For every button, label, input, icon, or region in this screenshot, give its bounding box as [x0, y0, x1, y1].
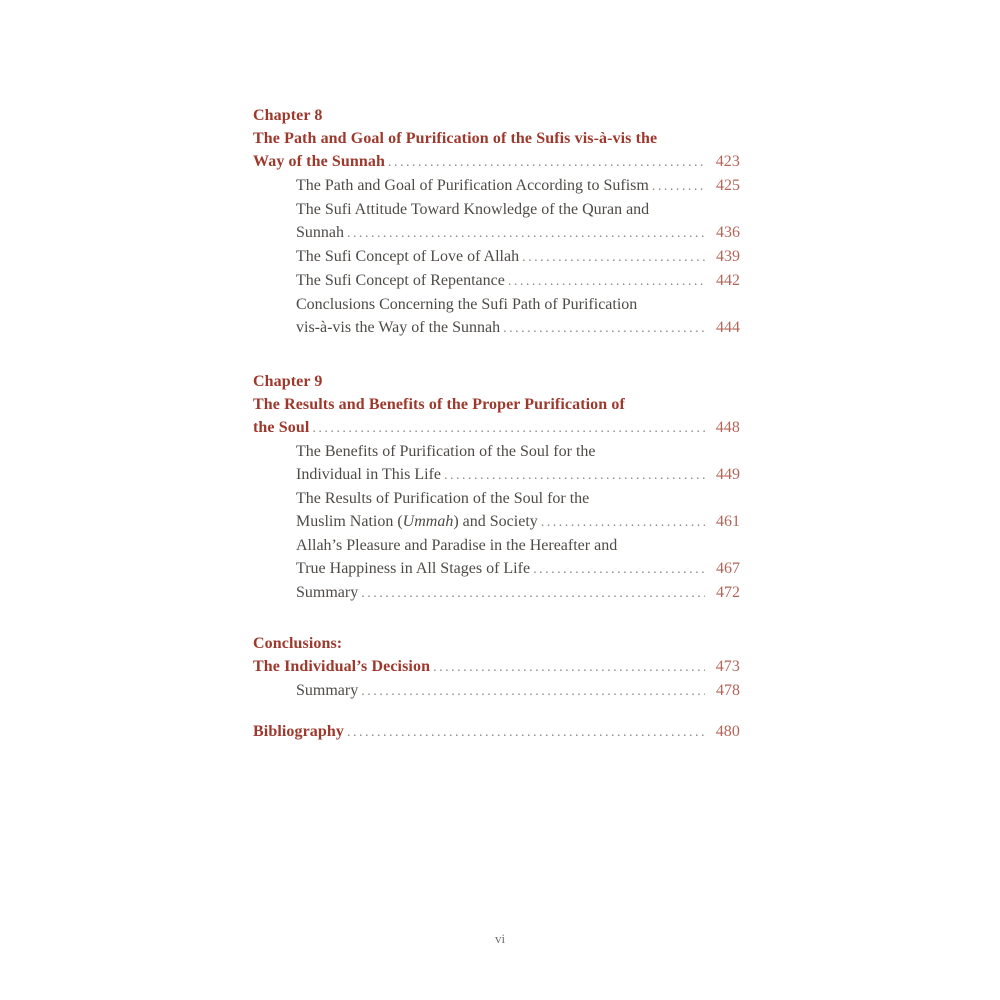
- toc-line: [253, 416, 740, 440]
- page-number: 444: [716, 319, 740, 336]
- toc-line-text: Conclusions Concerning the Sufi Path of Purification: [296, 296, 638, 313]
- page-number: 461: [716, 513, 740, 530]
- page-number: 478: [716, 682, 740, 699]
- toc-line: [253, 510, 740, 534]
- toc-line: [253, 440, 740, 463]
- leader-dots: [503, 316, 705, 340]
- toc-line-text: The Sufi Concept of Love of Allah: [296, 248, 520, 265]
- page-number: 472: [716, 584, 740, 601]
- leader-dots: [508, 269, 705, 293]
- page-number: 423: [715, 153, 740, 170]
- toc-line-text: Allah’s Pleasure and Paradise in the Hereafter and: [296, 537, 618, 554]
- page-number: 436: [716, 224, 740, 241]
- leader-dots: [433, 655, 705, 679]
- toc-line: [253, 679, 740, 703]
- toc-line: [253, 557, 740, 581]
- toc-line-text: the Soul: [253, 419, 310, 436]
- toc-line: [253, 104, 740, 127]
- toc-section-bibliography: [253, 720, 740, 744]
- toc-line-text: The Path and Goal of Purification of the Sufis vis-à-vis the: [253, 130, 658, 147]
- toc-line: [253, 463, 740, 487]
- table-of-contents: [253, 104, 740, 744]
- leader-dots: [522, 245, 705, 269]
- leader-dots: [541, 510, 705, 534]
- page-number: 439: [716, 248, 740, 265]
- toc-line-text: The Path and Goal of Purification According to Sufism: [296, 177, 649, 194]
- toc-line: [253, 632, 740, 655]
- toc-line-text: True Happiness in All Stages of Life: [296, 560, 531, 577]
- toc-line-text: Sunnah: [296, 224, 344, 241]
- leader-dots: [361, 679, 705, 703]
- toc-line: [253, 370, 740, 393]
- toc-line: [253, 269, 740, 293]
- toc-line-text: The Results and Benefits of the Proper Purification of: [253, 396, 625, 413]
- leader-dots: [347, 221, 705, 245]
- toc-section-chapter-8: [253, 104, 740, 340]
- toc-line-text: Summary: [296, 682, 359, 699]
- page-number: 480: [715, 723, 740, 740]
- toc-line-text: The Results of Purification of the Soul for the: [296, 490, 590, 507]
- toc-line: [253, 150, 740, 174]
- page-number: 448: [715, 419, 740, 436]
- toc-line: [253, 581, 740, 605]
- toc-line-text: Conclusions:: [253, 635, 343, 652]
- toc-line: [253, 720, 740, 744]
- leader-dots: [388, 150, 705, 174]
- toc-line-text: The Sufi Concept of Repentance: [296, 272, 505, 289]
- leader-dots: [652, 174, 705, 198]
- folio-page-number: vi: [494, 931, 506, 946]
- toc-line-text: vis-à-vis the Way of the Sunnah: [296, 319, 501, 336]
- toc-line-text: The Individual’s Decision: [253, 658, 431, 675]
- toc-line-text: Summary: [296, 584, 359, 601]
- page-number: 473: [715, 658, 740, 675]
- toc-section-chapter-9: [253, 370, 740, 605]
- leader-dots: [533, 557, 705, 581]
- page-number: 425: [716, 177, 740, 194]
- toc-line: [253, 534, 740, 557]
- leader-dots: [312, 416, 705, 440]
- toc-line: [253, 487, 740, 510]
- page-number: 442: [716, 272, 740, 289]
- toc-line: [253, 293, 740, 316]
- toc-line-text: Chapter 9: [253, 373, 323, 390]
- toc-line: [253, 127, 740, 150]
- page-number: 449: [716, 466, 740, 483]
- toc-line: [253, 174, 740, 198]
- toc-line: [253, 655, 740, 679]
- toc-line-text: Chapter 8: [253, 107, 323, 124]
- toc-line: [253, 198, 740, 221]
- toc-section-conclusions: [253, 632, 740, 703]
- page-number: 467: [716, 560, 740, 577]
- toc-line: [253, 393, 740, 416]
- toc-line: [253, 221, 740, 245]
- toc-line-text: Bibliography: [253, 723, 345, 740]
- toc-line-text: The Benefits of Purification of the Soul for the: [296, 443, 596, 460]
- leader-dots: [347, 720, 705, 744]
- leader-dots: [444, 463, 705, 487]
- toc-line-text: Muslim Nation (Ummah) and Society: [296, 513, 538, 530]
- toc-line-text: The Sufi Attitude Toward Knowledge of the Quran and: [296, 201, 650, 218]
- toc-line-text: Way of the Sunnah: [253, 153, 385, 170]
- toc-line-text: Individual in This Life: [296, 466, 442, 483]
- toc-line: [253, 316, 740, 340]
- toc-line: [253, 245, 740, 269]
- leader-dots: [361, 581, 705, 605]
